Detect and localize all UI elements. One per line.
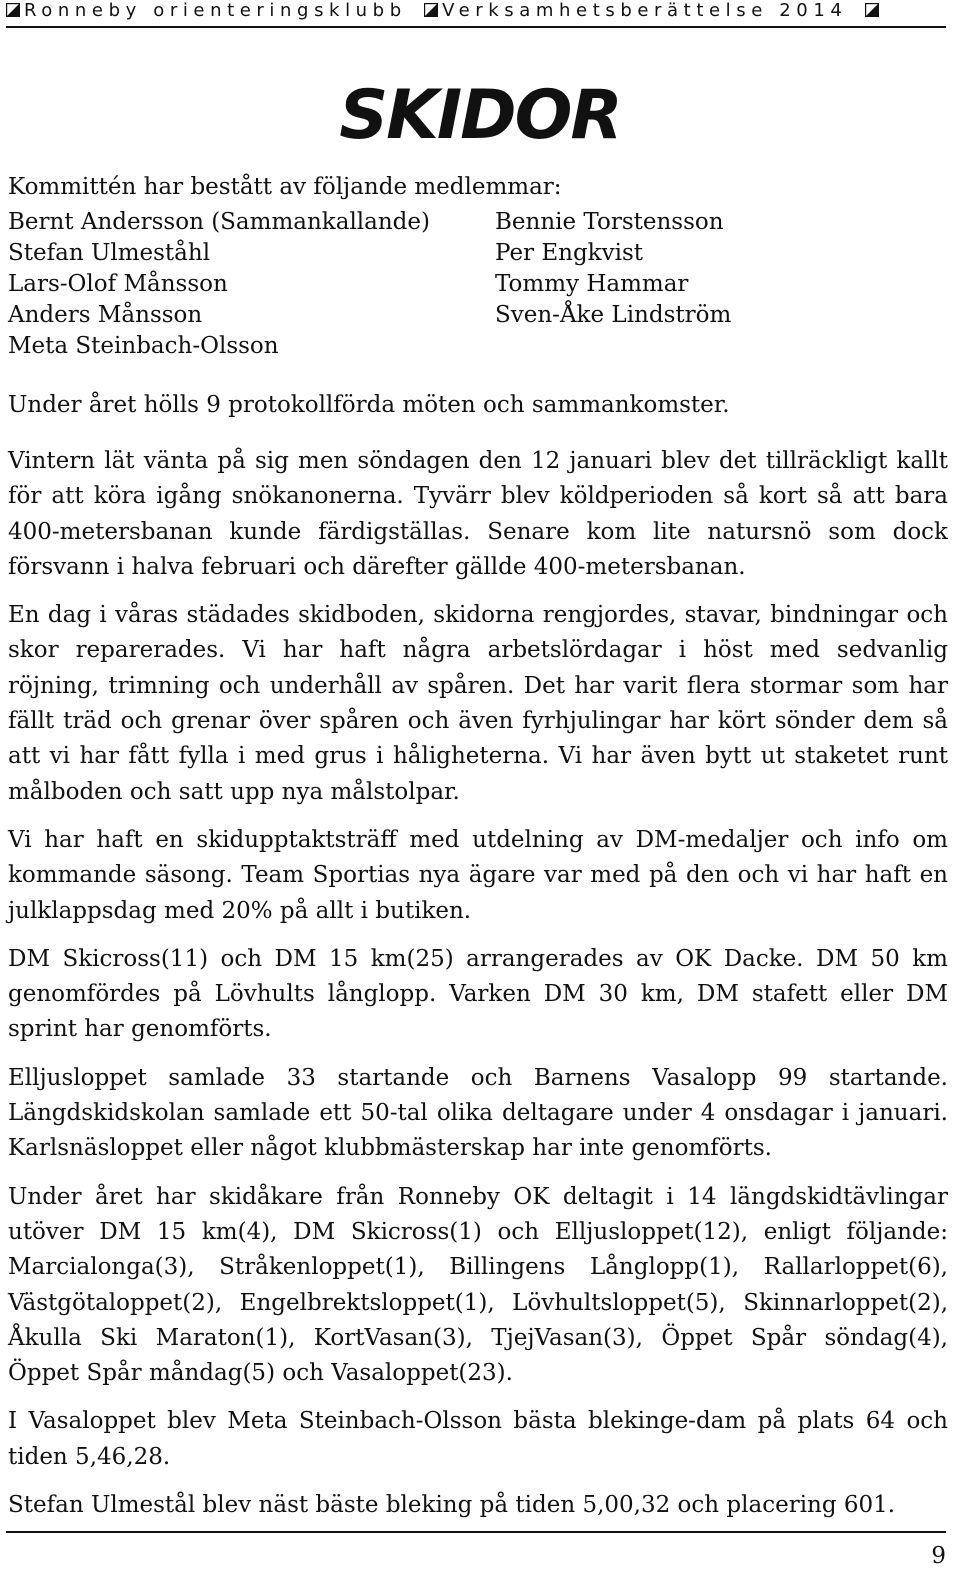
flag-icon [865, 3, 879, 17]
committee-member: Bernt Andersson (Sammankallande) [8, 209, 430, 235]
footer-rule [6, 1531, 946, 1533]
paragraph-dm: DM Skicross(11) och DM 15 km(25) arrangerades av OK Dacke. DM 50 km genomfördes på Lövhults långlopp. Varken DM 30 km, DM stafett eller DM sprint har genomförts. [8, 945, 948, 1043]
page-number: 9 [931, 1543, 946, 1569]
paragraph-vasaloppet-meta: I Vasaloppet blev Meta Steinbach-Olsson bästa blekinge-dam på plats 64 och tiden 5,46,28. [8, 1408, 948, 1470]
flag-icon [6, 3, 20, 17]
page-title: SKIDOR [339, 76, 621, 155]
report-body [8, 390, 948, 1536]
club-name: Ronneby orienteringsklubb [24, 0, 407, 21]
committee-member: Stefan Ulmeståhl [8, 240, 211, 266]
committee-member: Per Engkvist [495, 240, 644, 266]
committee-member: Bennie Torstensson [495, 209, 724, 235]
report-name: Verksamhetsberättelse 2014 [442, 0, 848, 21]
committee-list-right [495, 207, 731, 331]
committee-member: Anders Månsson [8, 302, 203, 328]
committee-member: Meta Steinbach-Olsson [8, 333, 279, 359]
committee-member: Tommy Hammar [495, 271, 689, 297]
committee-member: Sven-Åke Lindström [495, 302, 732, 328]
committee-member: Lars-Olof Månsson [8, 271, 228, 297]
paragraph-events: Elljusloppet samlade 33 startande och Barnens Vasalopp 99 startande. Längdskidskolan samlade ett 50-tal olika deltagare under 4 onsdagar i januari. Karlsnäsloppet eller något klubbmästerskap har inte genomförts. [8, 1064, 948, 1162]
paragraph-kickoff: Vi har haft en skidupptaktsträff med utdelning av DM-medaljer och info om kommande säsong. Team Sportias nya ägare var med på den och vi har haft en julklappsdag med 20% på allt i butiken. [8, 826, 948, 924]
paragraph-meetings: Under året hölls 9 protokollförda möten och sammankomster. [8, 392, 730, 418]
committee-intro: Kommittén har bestått av följande medlemmar: [8, 174, 562, 200]
paragraph-maintenance: En dag i våras städades skidboden, skidorna rengjordes, stavar, bindningar och skor reparerades. Vi har haft några arbetslördagar i höst med sedvanlig röjning, trimning och underhåll av spåren. Det har varit flera stormar som har fällt träd och grenar över spåren och även fyrhjulingar har kört sönder dem så att vi har fått fylla i med grus i håligheterna. Vi har även bytt ut staketet runt målboden och satt upp nya målstolpar. [8, 602, 948, 805]
paragraph-competitions: Under året har skidåkare från Ronneby OK deltagit i 14 längdskidtävlingar utöver DM 15 km(4), DM Skicross(1) och Elljusloppet(12), enligt följande: Marcialonga(3), Stråkenloppet(1), Billingens Långlopp(1), Rallarloppet(6), Västgötaloppet(2), Engelbrektsloppet(1), Lövhultsloppet(5), Skinnarloppet(2), Åkulla Ski Maraton(1), KortVasan(3), TjejVasan(3), Öppet Spår söndag(4), Öppet Spår måndag(5) och Vasaloppet(23). [8, 1183, 948, 1387]
paragraph-vasaloppet-stefan: Stefan Ulmestål blev näst bäste bleking på tiden 5,00,32 och placering 601. [8, 1492, 896, 1519]
committee-list-left [8, 207, 430, 362]
running-header [6, 0, 946, 28]
paragraph-winter: Vintern lät vänta på sig men söndagen den 12 januari blev det tillräckligt kallt för att köra igång snökanonerna. Tyvärr blev köldperioden så kort så att bara 400-metersbanan kunde färdigställas. Senare kom lite natursnö som dock försvann i halva februari och därefter gällde 400-metersbanan. [8, 448, 948, 580]
flag-icon [424, 3, 438, 17]
